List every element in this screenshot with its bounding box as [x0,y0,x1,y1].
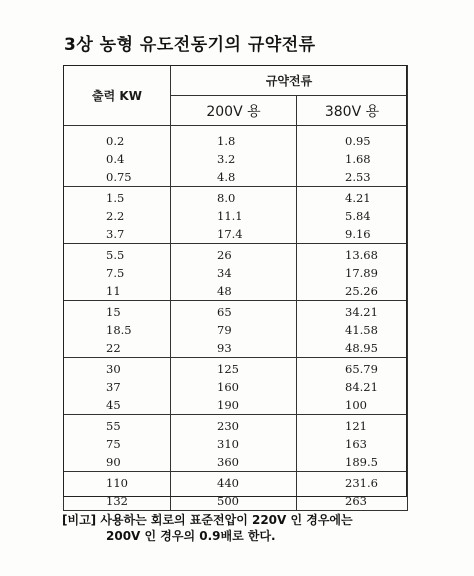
cell-current-380v: 2.53 [297,168,408,187]
cell-current-200v: 360 [171,453,297,472]
cell-current-380v: 84.21 [297,378,408,396]
cell-current-200v: 79 [171,321,297,339]
cell-current-200v: 26 [171,244,297,265]
cell-current-200v: 1.8 [171,132,297,150]
cell-current-380v: 121 [297,415,408,436]
cell-current-200v: 93 [171,339,297,358]
cell-current-200v: 11.1 [171,207,297,225]
cell-output-kw: 55 [64,415,171,436]
cell-output-kw: 75 [64,435,171,453]
cell-output-kw: 22 [64,339,171,358]
cell-current-380v: 4.21 [297,187,408,208]
cell-current-200v: 4.8 [171,168,297,187]
remark-line-1: [비고] 사용하는 회로의 표준전압이 220V 인 경우에는 [62,513,353,527]
cell-output-kw: 0.4 [64,150,171,168]
cell-output-kw: 18.5 [64,321,171,339]
cell-output-kw: 132 [64,492,171,511]
cell-current-200v: 310 [171,435,297,453]
table-row [64,453,408,472]
table-row [64,321,408,339]
table-row [64,415,408,436]
table-row [64,225,408,244]
cell-output-kw: 0.2 [64,132,171,150]
cell-current-200v: 440 [171,472,297,493]
cell-output-kw: 15 [64,301,171,322]
current-table [63,65,408,511]
table-row [64,396,408,415]
cell-current-380v: 263 [297,492,408,511]
cell-output-kw: 2.2 [64,207,171,225]
remark-note [62,512,353,544]
cell-current-200v: 17.4 [171,225,297,244]
table-row [64,339,408,358]
header-rated-current: 규약전류 [171,66,408,96]
document-title: 3상 농형 유도전동기의 규약전류 [64,35,316,55]
cell-output-kw: 30 [64,358,171,379]
cell-output-kw: 1.5 [64,187,171,208]
cell-current-200v: 34 [171,264,297,282]
cell-current-380v: 100 [297,396,408,415]
cell-current-380v: 9.16 [297,225,408,244]
cell-current-200v: 230 [171,415,297,436]
cell-current-380v: 17.89 [297,264,408,282]
cell-current-380v: 231.6 [297,472,408,493]
cell-output-kw: 90 [64,453,171,472]
table-body [64,126,408,511]
table-row [64,282,408,301]
cell-output-kw: 0.75 [64,168,171,187]
cell-output-kw: 11 [64,282,171,301]
table-row [64,132,408,150]
cell-output-kw: 110 [64,472,171,493]
cell-output-kw: 7.5 [64,264,171,282]
table-row [64,150,408,168]
table-row [64,472,408,493]
cell-current-380v: 163 [297,435,408,453]
cell-current-380v: 0.95 [297,132,408,150]
header-200v: 200V 용 [171,96,297,126]
cell-output-kw: 37 [64,378,171,396]
cell-current-380v: 25.26 [297,282,408,301]
cell-current-200v: 190 [171,396,297,415]
cell-current-380v: 34.21 [297,301,408,322]
table-row [64,492,408,511]
remark-line-2: 200V 인 경우의 0.9배로 한다. [106,529,276,543]
cell-current-380v: 1.68 [297,150,408,168]
table-row [64,168,408,187]
cell-current-200v: 48 [171,282,297,301]
cell-current-380v: 48.95 [297,339,408,358]
header-380v: 380V 용 [297,96,408,126]
table-row [64,435,408,453]
cell-current-380v: 65.79 [297,358,408,379]
table-row [64,187,408,208]
cell-output-kw: 45 [64,396,171,415]
cell-output-kw: 3.7 [64,225,171,244]
cell-current-380v: 5.84 [297,207,408,225]
table-row [64,207,408,225]
table-row [64,358,408,379]
cell-current-200v: 65 [171,301,297,322]
cell-current-200v: 3.2 [171,150,297,168]
table-row [64,244,408,265]
cell-current-200v: 500 [171,492,297,511]
cell-current-380v: 13.68 [297,244,408,265]
table-row [64,378,408,396]
cell-current-200v: 8.0 [171,187,297,208]
current-table-container [63,65,407,508]
cell-current-380v: 189.5 [297,453,408,472]
cell-current-200v: 125 [171,358,297,379]
header-output-kw: 출력 KW [64,66,171,126]
cell-current-200v: 160 [171,378,297,396]
table-row [64,264,408,282]
cell-output-kw: 5.5 [64,244,171,265]
table-row [64,301,408,322]
cell-current-380v: 41.58 [297,321,408,339]
